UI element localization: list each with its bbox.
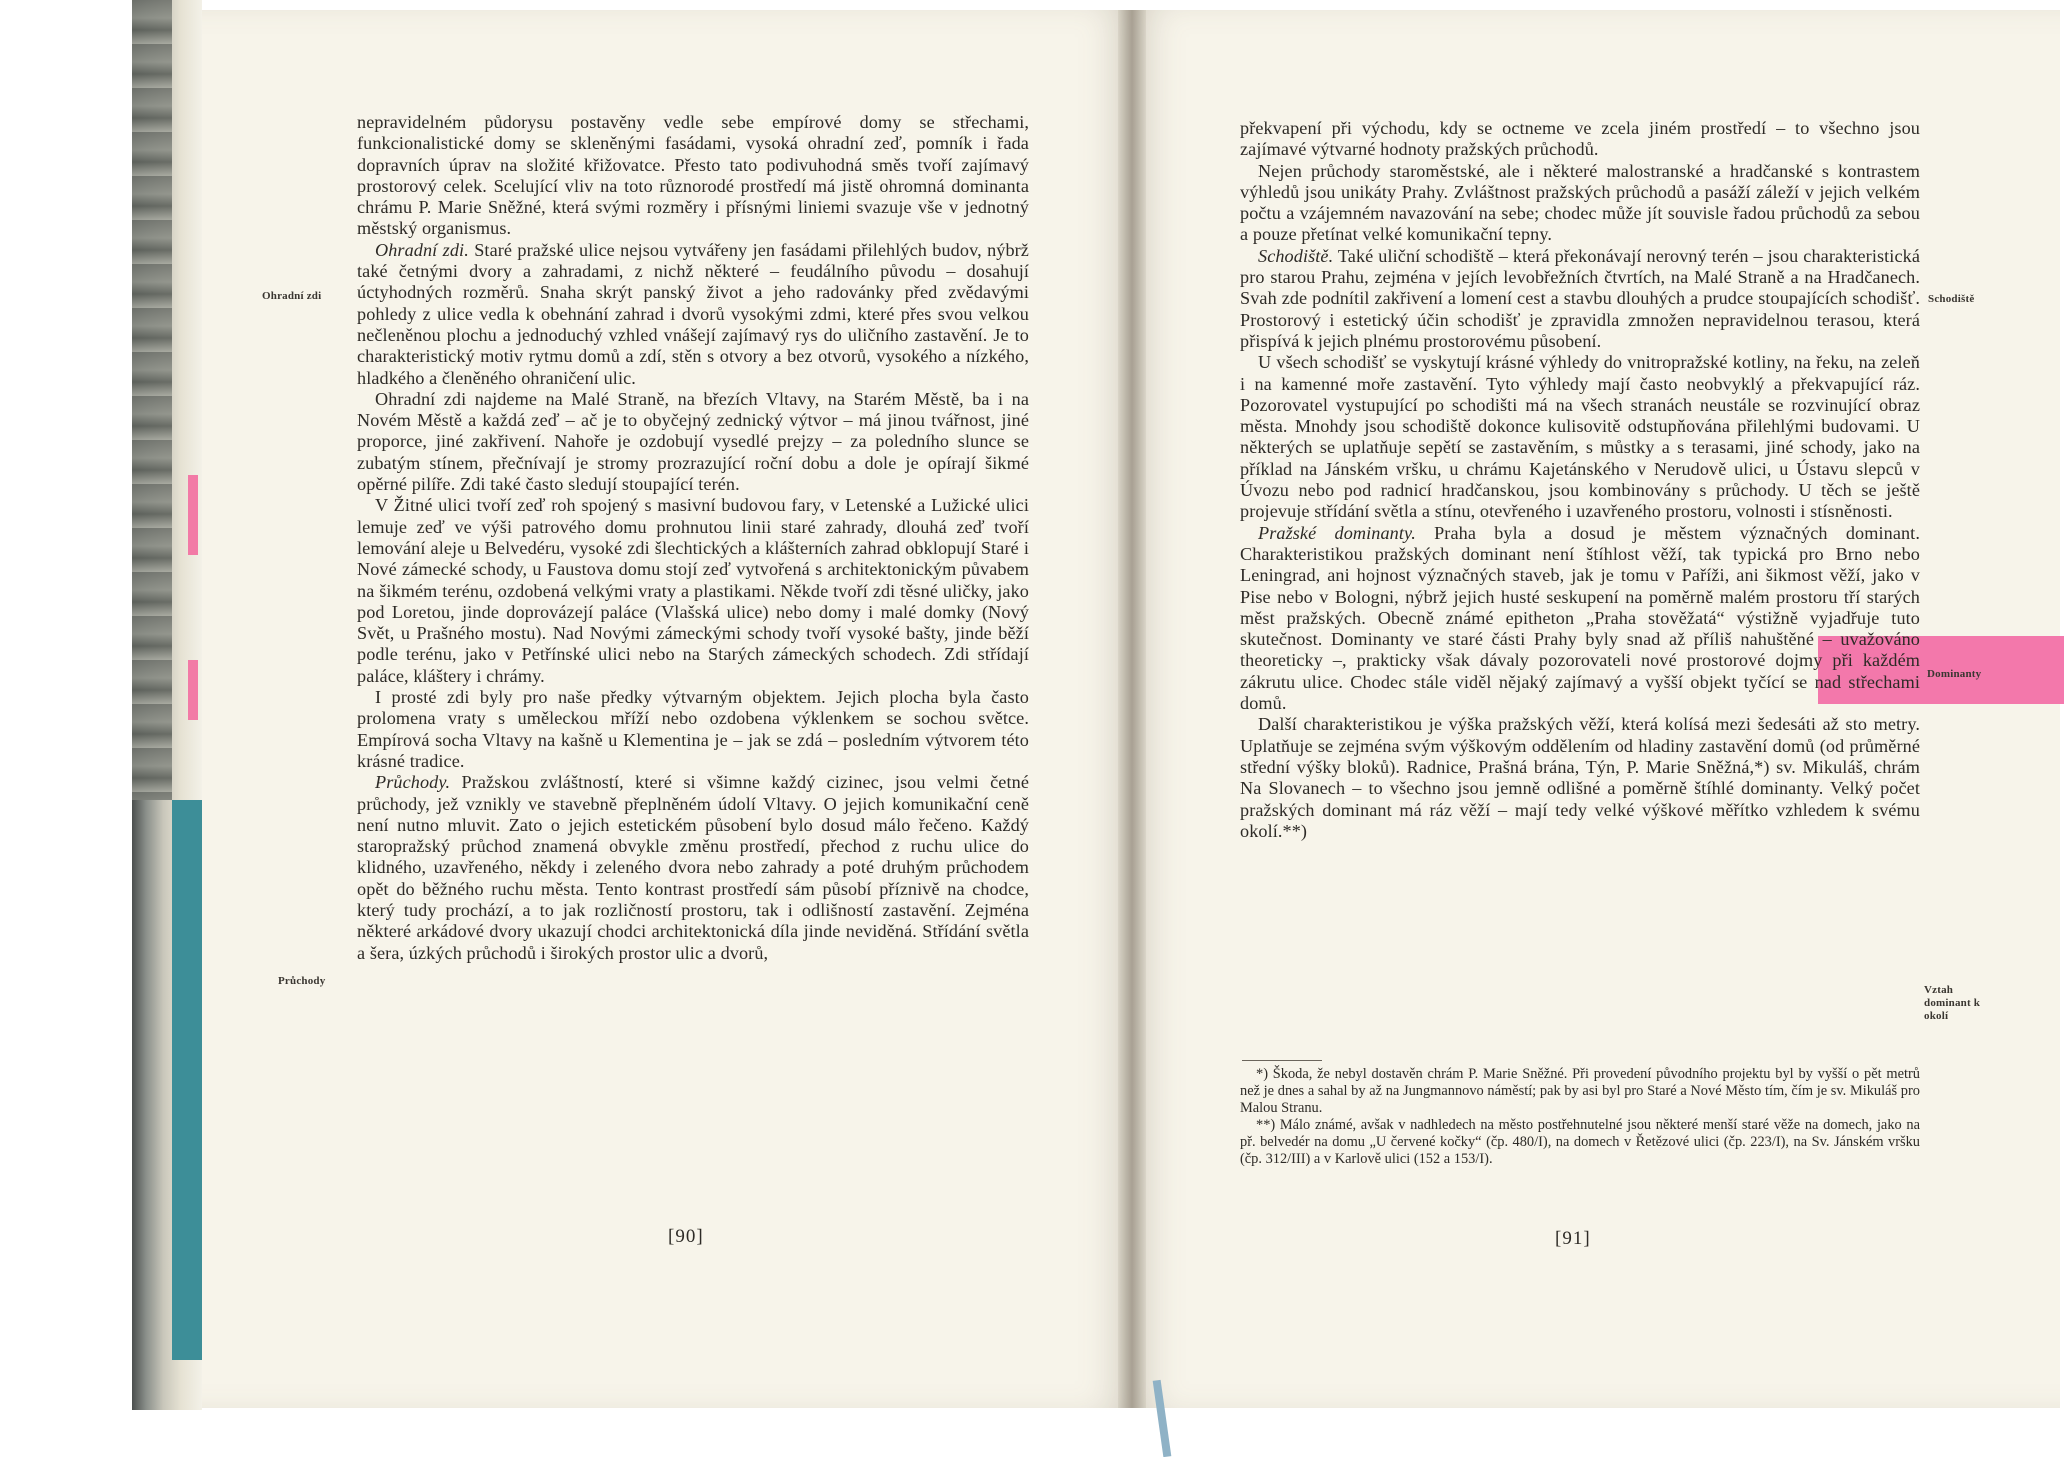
margin-note: Průchody — [278, 975, 326, 987]
paragraph-lead: Ohradní zdi. — [375, 239, 469, 260]
left-page-body — [357, 112, 1029, 964]
margin-note: Ohradní zdi — [262, 290, 322, 302]
pink-sticky-tab — [188, 660, 198, 720]
paragraph: nepravidelném půdorysu postavěny vedle sebe empírové domy se střechami, funkcionalistické domy se skleněnými fasádami, vysoká ohradní zeď, pomník i řada dopravních úprav na složité křižovatce. Přesto tato podivuhodná směs tvoří zajímavý prostorový celek. Scelující vliv na toto různorodé prostředí má jistě ohromná dominanta chrámu P. Marie Sněžné, která svými rozměry i přísnými liniemi svazuje vše v jednotný městský organismus. — [357, 112, 1029, 239]
footnotes — [1240, 1066, 1920, 1168]
paragraph: Ohradní zdi. Staré pražské ulice nejsou vytvářeny jen fasádami přilehlých budov, nýbrž také četnými dvory a zahradami, z nichž některé – feudálního původu – dosahují úctyhodných rozměrů. Snaha skrýt panský život a jeho radovánky před zvědavými pohledy z ulice vedla k obehnání zahrad i dvorů vysokými zdmi, které přes svou velkou nečleněnou plochu a jednoduchý vzhled vnášejí zajímavý rys do uličního zastavění. Je to charakteristický motiv rytmu domů a zdí, stěn s otvory a bez otvorů, vysokého a nízkého, hladkého a členěného ohraničení ulic. — [357, 239, 1029, 388]
page-number: [90] — [668, 1226, 704, 1247]
page-number: [91] — [1555, 1228, 1591, 1249]
footnote: *) Škoda, že nebyl dostavěn chrám P. Marie Sněžné. Při provedení původního projektu byl by vyšší o pět metrů než je dnes a sahal by až na Jungmannovo náměstí; pak by asi byl pro Staré a Nové Město tím, čím je sv. Mikuláš pro Malou Stranu. — [1240, 1066, 1920, 1116]
paragraph: Ohradní zdi najdeme na Malé Straně, na březích Vltavy, na Starém Městě, ba i na Novém Městě a každá zeď – ač je to obyčejný zednický výtvor – má jinou tvářnost, jiné proporce, jiné zakřivení. Nahoře je ozdobují vysedlé prejzy – za poledního slunce se zubatým stínem, přečnívají je stromy prozrazující roční dobu a dole je opírají šikmé opěrné pilíře. Zdi také často sledují stoupající terén. — [357, 388, 1029, 495]
teal-edge-band — [172, 800, 202, 1360]
footnote: **) Málo známé, avšak v nadhledech na město postřehnutelné jsou některé menší staré věže na domech, jako na př. belvedér na domu „U červené kočky“ (čp. 480/I), na domech v Řetězové ulici (čp. 223/I), na Sv. Jánském vršku (čp. 312/III) a v Karlově ulici (152 a 153/I). — [1240, 1117, 1920, 1167]
paragraph: Průchody. Pražskou zvláštností, které si všimne každý cizinec, jsou velmi četné průchody, jež vznikly ve stavebně přeplněném údolí Vltavy. O jejich komunikační ceně není nutno mluvit. Zato o jejich estetickém působení bylo dosud málo řečeno. Každý staropražský průchod znamená obvykle změnu prostředí, přechod z ruchu ulice do klidného, uzavřeného, někdy i zeleného dvora nebo zahrady a poté druhým průchodem opět do běžného ruchu města. Tento kontrast prostředí sám působí příznivě na chodce, který tudy prochází, a to jak rozličností prostoru, tak i odlišností zastavění. Zejména některé arkádové dvory ukazují chodci architektonická díla jinde neviděná. Střídání světla a šera, úzkých průchodů i širokých prostor ulic a dvorů, — [357, 772, 1029, 963]
paragraph: Další charakteristikou je výška pražských věží, která kolísá mezi šedesáti až sto metry. Uplatňuje se zejména svým výškovým oddělením od hladiny zastavění domů (od průměrné střední výšky bloků). Radnice, Prašná brána, Týn, P. Marie Sněžná,*) sv. Mikuláš, chrám Na Slovanech – to všechno jsou jemně odlišné a poměrně štíhlé dominanty. Velký počet pražských dominant má ráz věží – mají tedy velké výškové měřítko vzhledem k svému okolí.**) — [1240, 714, 1920, 841]
footnote-rule — [1242, 1060, 1322, 1061]
margin-note: Schodiště — [1928, 293, 1975, 305]
paragraph: Schodiště. Také uliční schodiště – která překonávají nerovný terén – jsou charakteristická pro starou Prahu, zejména v jejích levobřežních čtvrtích, na Malé Straně a na Hradčanech. Svah zde podnítil zakřivení a lomení cest a stavbu dlouhých a prudce stoupajících schodišť. Prostorový i estetický účin schodišť je zpravidla zmnožen nepravidelnou terasou, která přispívá k jejich plnému prostorovému působení. — [1240, 245, 1920, 351]
paragraph: U všech schodišť se vyskytují krásné výhledy do vnitropražské kotliny, na řeku, na zeleň i na kamenné moře zastavění. Tyto výhledy mají často neobvyklý a překvapující ráz. Pozorovatel vystupující po schodišti má na všech stranách neustále se rozvinující obraz města. Mnohdy jsou schodiště dokonce kulisovitě odstupňována přilehlými budovami. U některých se uplatňuje sepětí se zastavěním, s můstky a s terasami, jiné schody, jako na příklad na Jánském vršku, u chrámu Kajetánského v Nerudově ulici, u Ústavu slepců v Úvozu nebo pod radnicí hradčanskou, jsou kombinovány s průchody. U těch se ještě projevuje střídání světla a stínu, otevřeného i uzavřeného prostoru, volnosti i stísněnosti. — [1240, 352, 1920, 522]
paragraph: V Žitné ulici tvoří zeď roh spojený s masivní budovou fary, v Letenské a Lužické ulici lemuje zeď ve výši patrového domu prohnutou linii staré zahrady, dlouhá zeď tvoří lemování aleje u Belvedéru, vysoké zdi šlechtických a klášterních zahrad obklopují Staré i Nové zámecké schody, u Faustova domu stojí zeď vytvořená s architektonickým půvabem na šikmém terénu, ozdobená velkými vraty a plastikami. Někde tvoří zdi těsné uličky, jako pod Loretou, jinde doprovázejí paláce (Vlašská ulice) nebo domy i malé domky (Nový Svět, u Prašného mostu). Nad Novými zámeckými schody tvoří vysoké bašty, jinde běží podle terénu, jako v Petřínské ulici nebo na Starých zámeckých schodech. Zdi střídají paláce, kláštery i chrámy. — [357, 495, 1029, 686]
paragraph: Nejen průchody staroměstské, ale i některé malostranské a hradčanské s kontrastem výhledů jsou unikáty Prahy. Zvláštnost pražských průchodů a pasáží záleží v jejich velkém počtu a vzájemném navazování na sebe; chodec může jít souvisle řadou průchodů za sebou a pouze přetínat velké komunikační tepny. — [1240, 160, 1920, 245]
margin-note: Dominanty — [1927, 668, 1982, 680]
book-gutter — [1118, 10, 1146, 1408]
paragraph: I prosté zdi byly pro naše předky výtvarným objektem. Jejich plocha byla často prolomena vraty s uměleckou mříží nebo ozdobena výklenkem se sochou světce. Empírová socha Vltavy na kašně u Klementina je – jak se zdá – posledním výtvorem této krásné tradice. — [357, 687, 1029, 771]
margin-note: Vztah dominant k okolí — [1924, 984, 1981, 1022]
paragraph-lead: Pražské dominanty. — [1258, 522, 1416, 543]
paragraph: překvapení při východu, kdy se octneme ve zcela jiném prostředí – to všechno jsou zajímavé výtvarné hodnoty pražských průchodů. — [1240, 118, 1920, 160]
edge-photo-strip — [132, 0, 172, 800]
paragraph: Pražské dominanty. Praha byla a dosud je městem význačných dominant. Charakteristikou pražských dominant není štíhlost věží, tak typická pro Brno nebo Leningrad, ani hojnost význačných staveb, jak je tomu v Paříži, ani šikmost věží, jako v Pise nebo v Bologni, nýbrž jejich husté seskupení na poměrně malém prostoru tří starých měst pražských. Obecně známé epitheton „Praha stověžatá“ výstižně vyjadřuje tuto skutečnost. Dominanty ve staré části Prahy byly snad až příliš nahuštěné – uvažováno theoreticky –, prakticky však dávaly pozorovateli nové prostorové dojmy při každém zákrutu ulice. Chodec stále viděl nějaký zajímavý a vyšší objekt tyčící se nad střechami domů. — [1240, 522, 1920, 714]
pink-sticky-tab — [188, 475, 198, 555]
right-page-body — [1240, 118, 1920, 842]
paragraph-lead: Schodiště. — [1258, 245, 1334, 266]
paragraph-lead: Průchody. — [375, 772, 451, 793]
